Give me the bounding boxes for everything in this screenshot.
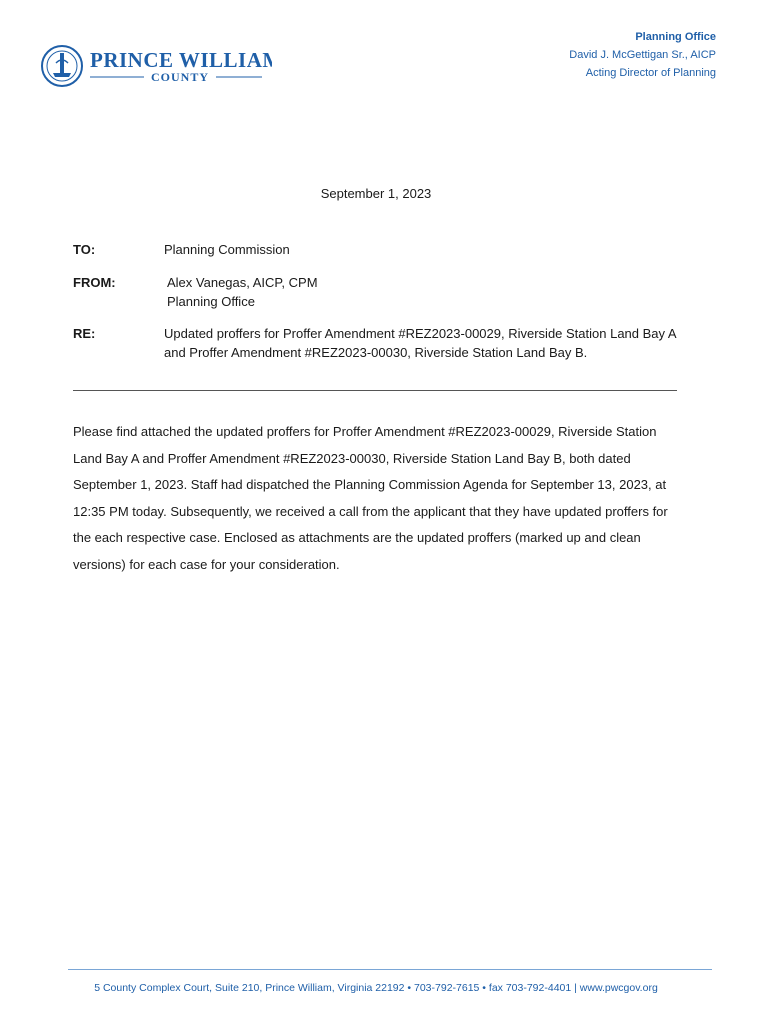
to-label: TO:	[73, 242, 96, 257]
office-name: Planning Office	[635, 31, 716, 43]
director-name: David J. McGettigan Sr., AICP	[569, 49, 716, 61]
from-label: FROM:	[73, 275, 116, 290]
header-divider	[73, 390, 677, 391]
footer-address: 5 County Complex Court, Suite 210, Prince William, Virginia 22192 • 703-792-7615 • fax 703-792-4401 | www.pwcgov.org	[94, 982, 658, 994]
from-name: Alex Vanegas, AICP, CPM	[167, 275, 318, 290]
re-value: Updated proffers for Proffer Amendment #REZ2023-00029, Riverside Station Land Bay A and Proffer Amendment #REZ2023-00030, Riverside Station Land Bay B.	[164, 326, 676, 360]
from-value	[167, 273, 687, 311]
county-seal-icon	[40, 39, 272, 95]
re-label: RE:	[73, 326, 96, 341]
memo-body: Please find attached the updated proffers for Proffer Amendment #REZ2023-00029, Riverside Station Land Bay A and Proffer Amendment #REZ2023-00030, Riverside Station Land Bay B, both dated September 1, 2023. Staff had dispatched the Planning Commission Agenda for September 13, 2023, at 12:35 PM today. Subsequently, we received a call from the applicant that they have updated proffers for the each respective case. Enclosed as attachments are the updated proffers (marked up and clean versions) for each case for your consideration.	[73, 424, 668, 572]
director-title: Acting Director of Planning	[585, 67, 716, 79]
from-office: Planning Office	[167, 294, 255, 309]
to-value: Planning Commission	[164, 242, 290, 257]
footer-divider	[68, 969, 712, 970]
office-info	[569, 28, 716, 82]
logo-line2: COUNTY	[150, 70, 210, 84]
county-logo	[40, 39, 272, 95]
memo-date: September 1, 2023	[320, 186, 432, 201]
logo-line1: PRINCE WILLIAM	[90, 48, 272, 72]
